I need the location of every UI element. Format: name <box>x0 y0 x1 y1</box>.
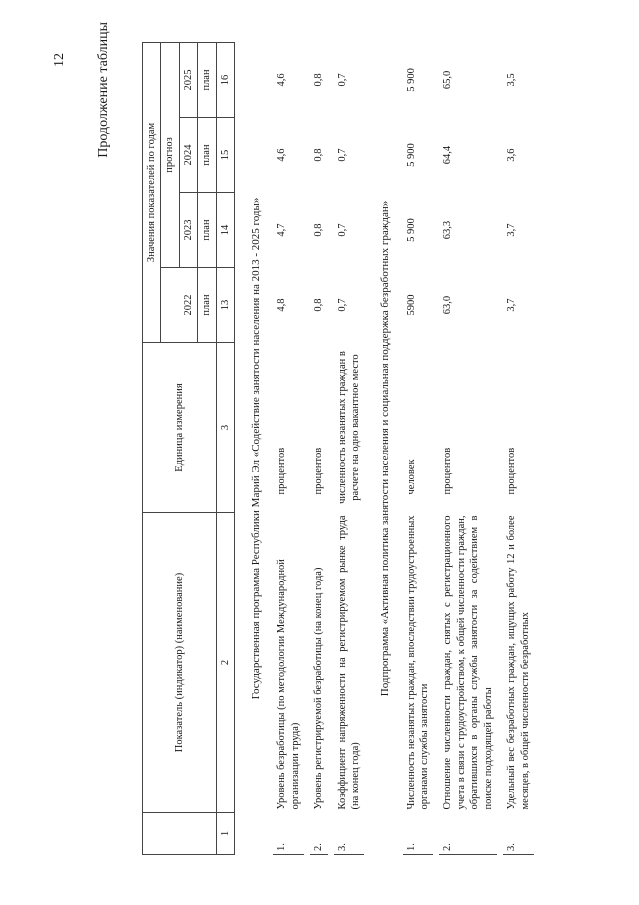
section-title: Государственная программа Республики Марий Эл «Содействие занятости населения на 2013 - 2025 годы» <box>250 197 263 700</box>
header-year-2024: 2024 <box>179 118 197 193</box>
table-row: 2. Отношение численности граждан, снятых с регистрационного учета в связи с трудоустройством, к общей численности граждан, обратившихся в органы службы занятости за содействием в поиске подходящей работы процентов 63,0 63,3 64,4 65,0 <box>439 42 497 854</box>
header-year-2023: 2023 <box>179 193 197 268</box>
header-indicator: Показатель (индикатор) (наименование) <box>143 513 217 813</box>
table-row: 2. Уровень регистрируемой безработицы (на конец года) процентов 0,8 0,8 0,8 0,8 <box>310 42 327 854</box>
table-row: 3. Удельный вес безработных граждан, ищущих работу 12 и более месяцев, в общей численности безработных процентов 3,7 3,7 3,6 3,5 <box>503 42 534 854</box>
continuation-label: Продолжение таблицы <box>96 22 111 158</box>
table-row: 3. Коэффициент напряженности на регистрируемом рынке труда (на конец года) численность незанятых граждан в расчете на одно вакантное место 0,7 0,7 0,7 0,7 <box>334 42 365 854</box>
col-number: 3 <box>216 343 234 513</box>
header-forecast: прогноз <box>161 42 179 267</box>
col-number: 2 <box>216 513 234 813</box>
header-kind-2024: план <box>198 118 216 193</box>
table-row: 1. Уровень безработицы (по методологии Международной организации труда) процентов 4,8 4,7 4,6 4,6 <box>273 42 304 854</box>
col-number: 13 <box>216 268 234 343</box>
col-number: 15 <box>216 118 234 193</box>
indicators-table <box>142 42 534 855</box>
header-unit: Единица измерения <box>143 343 217 513</box>
header-kind-2023: план <box>198 193 216 268</box>
header-empty-cell <box>143 813 217 855</box>
section-title: Подпрограмма «Активная политика занятости населения и социальная поддержка безработных граждан» <box>379 200 392 697</box>
header-values-group: Значения показателей по годам <box>143 42 161 342</box>
table-row: 1. Численность незанятых граждан, впоследствии трудоустроенных органами службы занятости человек 5900 5 900 5 900 5 900 <box>403 42 434 854</box>
header-year-2022: 2022 план <box>161 268 216 343</box>
header-kind-2025: план <box>198 42 216 117</box>
col-number: 1 <box>216 813 234 855</box>
header-year-2025: 2025 <box>179 42 197 117</box>
col-number: 16 <box>216 42 234 117</box>
page-number: 12 <box>52 53 67 67</box>
col-number: 14 <box>216 193 234 268</box>
